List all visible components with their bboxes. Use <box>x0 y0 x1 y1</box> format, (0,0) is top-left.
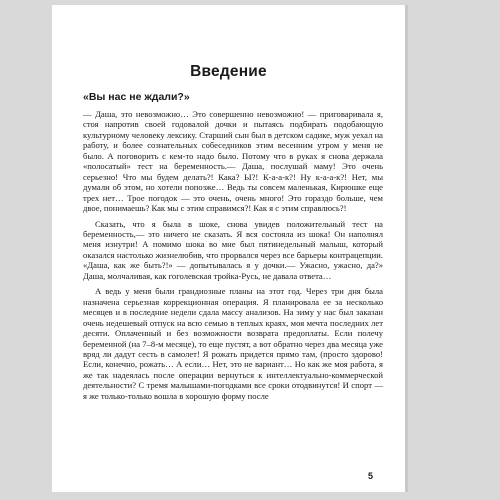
page-number: 5 <box>367 471 373 481</box>
chapter-title: Введение <box>190 63 267 80</box>
body-text <box>83 109 383 401</box>
book-page <box>52 5 405 492</box>
paragraph-3: А ведь у меня были грандиозные планы на этот год. Через три дня была назначена серьезная коррекционная операция. Я планировала ее за несколько месяцев и в последние недели сдала массу анализов. На зиму у нас был заказан очень недешевый отпуск на всю семью в теплых краях, моя мечта последних лет десяти. Оплаченный и без возможности возврата предоплаты. Если полечу беременной (на 7–8-м месяце), то еще пустят, а вот обратно через два месяца уже вряд ли дадут сесть в самолет! Я рожать придется прямо там, (просто здорово! Если, конечно, рожать… А если… Нет, это не вариант… Но как же моя работа, я же так надеялась после операции вернуться к интеллектуально-коммерческой деятельности? С тремя малышами-погодками все сроки отодвинутся! И спорт — я же только-только вошла в хорошую форму после <box>83 286 383 401</box>
paragraph-1: — Даша, это невозможно… Это совершенно невозможно! — приговаривала я, стоя напротив своей годовалой дочки и пытаясь подбирать подобающую культурному человеку лексику. Старший сын был в детском садике, муж уехал на работу, и более сознательных собеседников этим весенним утром у меня не было. А поговорить с кем-то надо было. Потому что в руках я снова держала «полосатый» тест на беременность.— Даша, послушай маму! Это очень серьезно! Что мы будем делать?! Кака? Ы?! К-а-а-к?! Ну к-а-а-к?! Нет, мы думали об этом, но хотели попозже… Ведь ты совсем маленькая, Кирюшке еще трех нет… Трое погодок — это очень, очень много! Это гораздо больше, чем двое, понимаешь? Как мы с этим справимся?! Как я с этим справлюсь?! <box>83 109 383 214</box>
section-subtitle: «Вы нас не ждали?» <box>83 91 190 103</box>
page-edge-shadow <box>405 5 408 492</box>
paragraph-2: Сказать, что я была в шоке, снова увидев положительный тест на беременность,— это ничего не сказать. Я вся состояла из шока! Он наполнял меня изнутри! А помимо шока во мне был пятинедельный малыш, который оказался настолько жизнелюбив, что прорвался через все барьеры контрацепции. «Даша, как же быть?!» — допытывалась я у дочки.— Ужасно, ужасно, да?» Даша, молчаливая, как гоголевская тройка-Русь, не давала ответа… <box>83 218 383 281</box>
